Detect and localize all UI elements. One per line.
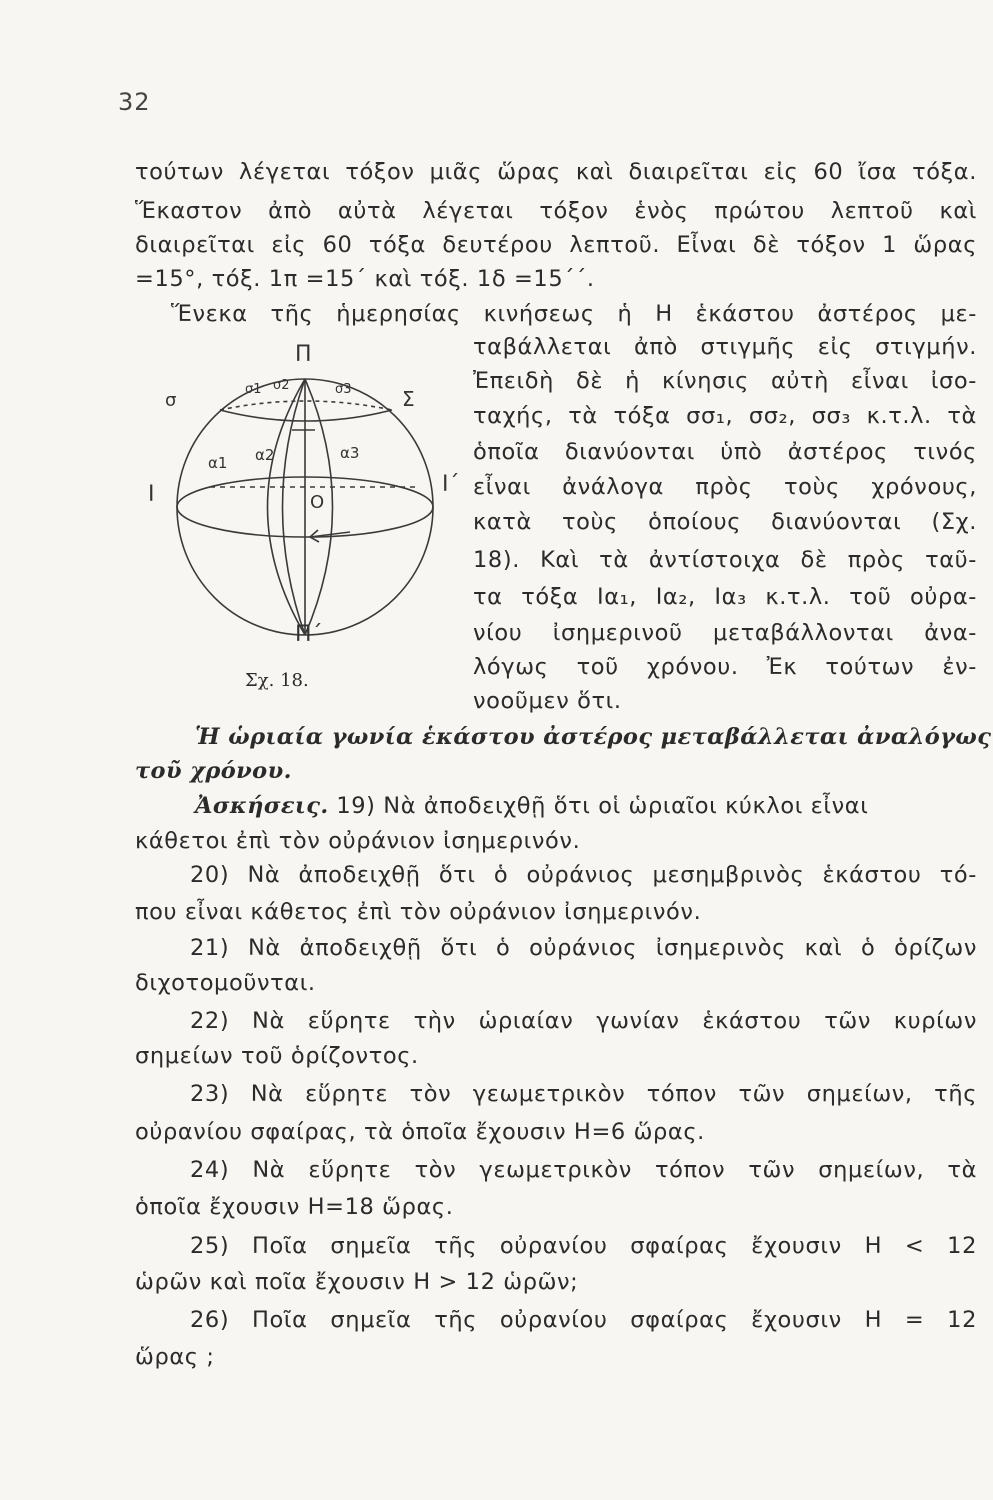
label-pole-top: Π xyxy=(295,342,312,367)
parallel-arc xyxy=(220,410,392,421)
text-line: ταχής, τὰ τόξα σσ₁, σσ₂, σσ₃ κ.τ.λ. τὰ xyxy=(473,403,977,429)
text-line: κατὰ τοὺς ὁποίους διανύονται (Σχ. xyxy=(473,509,977,535)
exercise-line xyxy=(135,791,977,821)
exercise-line: διχοτομοῦνται. xyxy=(135,970,316,996)
text-line: διαιρεῖται εἰς 60 τόξα δευτέρου λεπτοῦ. Εἶναι δὲ τόξον 1 ὥρας xyxy=(135,232,977,258)
label-s3: σ3 xyxy=(335,382,352,397)
exercise-line: που εἶναι κάθετος ἐπὶ τὸν οὐράνιον ἰσημερινόν. xyxy=(135,899,702,925)
exercise-line: σημείων τοῦ ὁρίζοντος. xyxy=(135,1043,419,1069)
text-line: Ἐπειδὴ δὲ ἡ κίνησις αὐτὴ εἶναι ἰσο- xyxy=(473,368,977,394)
label-a1: α1 xyxy=(208,454,228,472)
text-line: ὁποῖα διανύονται ὑπὸ ἀστέρος τινός xyxy=(473,439,977,465)
text-line: τούτων λέγεται τόξον μιᾶς ὥρας καὶ διαιρεῖται εἰς 60 ἴσα τόξα. xyxy=(135,159,977,185)
text-line: νοοῦμεν ὅτι. xyxy=(473,688,622,714)
exercise-line: 26) Ποῖα σημεῖα τῆς οὐρανίου σφαίρας ἔχουσιν Η = 12 xyxy=(190,1307,977,1333)
exercise-line: 21) Νὰ ἀποδειχθῇ ὅτι ὁ οὐράνιος ἰσημερινὸς καὶ ὁ ὁρίζων xyxy=(190,935,977,961)
exercise-line: 25) Ποῖα σημεῖα τῆς οὐρανίου σφαίρας ἔχουσιν Η < 12 xyxy=(190,1233,977,1259)
parallel-arc-back xyxy=(220,401,392,410)
exercise-line: 24) Νὰ εὕρητε τὸν γεωμετρικὸν τόπον τῶν σημείων, τὰ xyxy=(190,1157,977,1183)
label-s2: σ2 xyxy=(273,378,290,393)
text-line: νίου ἰσημερινοῦ μεταβάλλονται ἀνα- xyxy=(473,620,977,646)
text-line: λόγως τοῦ χρόνου. Ἐκ τούτων ἐν- xyxy=(473,654,977,680)
label-a3: α3 xyxy=(340,444,360,462)
text-line: Ἕνεκα τῆς ἡμερησίας κινήσεως ἡ Η ἑκάστου ἀστέρος με- xyxy=(171,301,977,327)
text-line: Ἕκαστον ἀπὸ αὐτὰ λέγεται τόξον ἑνὸς πρώτου λεπτοῦ καὶ xyxy=(135,198,977,224)
text-line: =15°, τόξ. 1π =15΄ καὶ τόξ. 1δ =15΄΄. xyxy=(135,266,595,292)
label-center: Ο xyxy=(310,492,325,513)
exercise-19-text: 19) Νὰ ἀποδειχθῇ ὅτι οἱ ὡριαῖοι κύκλοι εἶναι xyxy=(328,793,869,819)
text-line: 18). Καὶ τὰ ἀντίστοιχα δὲ πρὸς ταῦ- xyxy=(473,547,977,573)
exercise-line: ὡρῶν καὶ ποῖα ἔχουσιν Η > 12 ὡρῶν; xyxy=(135,1269,579,1295)
page-number: 32 xyxy=(118,88,151,116)
exercise-line: ὥρας ; xyxy=(135,1344,215,1370)
exercise-line: οὐρανίου σφαίρας, τὰ ὁποῖα ἔχουσιν Η=6 ὥρας. xyxy=(135,1119,705,1145)
label-pole-bottom: Π΄ xyxy=(295,622,323,647)
exercise-line: ὁποῖα ἔχουσιν Η=18 ὥρας. xyxy=(135,1194,454,1220)
theorem-line: Ἡ ὡριαία γωνία ἑκάστου ἀστέρος μεταβάλλεται ἀναλόγως xyxy=(195,724,992,750)
exercise-line: κάθετοι ἐπὶ τὸν οὐράνιον ἰσημερινόν. xyxy=(135,828,581,854)
text-line: ταβάλλεται ἀπὸ στιγμῆς εἰς στιγμήν. xyxy=(473,334,977,360)
label-sigma: σ xyxy=(165,390,177,411)
label-a2: α2 xyxy=(255,446,275,464)
exercise-line: 22) Νὰ εὕρητε τὴν ὡριαίαν γωνίαν ἑκάστου τῶν κυρίων xyxy=(190,1008,977,1034)
label-s1: σ1 xyxy=(245,382,262,397)
label-left: Ι xyxy=(148,482,155,507)
exercises-heading: Ἀσκήσεις. xyxy=(195,793,329,819)
hour-circle-1 xyxy=(268,379,306,635)
figure-caption: Σχ. 18. xyxy=(245,670,309,691)
label-right: Ι΄ xyxy=(442,472,460,497)
text-line: εἶναι ἀνάλογα πρὸς τοὺς χρόνους, xyxy=(473,474,977,500)
label-Sigma: Σ xyxy=(402,387,415,411)
theorem-line: τοῦ χρόνου. xyxy=(135,758,292,784)
celestial-sphere-figure xyxy=(148,332,470,702)
text-line: τα τόξα Ια₁, Ια₂, Ια₃ κ.τ.λ. τοῦ οὐρα- xyxy=(473,584,977,610)
exercise-line: 23) Νὰ εὕρητε τὸν γεωμετρικὸν τόπον τῶν σημείων, τῆς xyxy=(190,1081,977,1107)
exercise-line: 20) Νὰ ἀποδειχθῇ ὅτι ὁ οὐράνιος μεσημβρινὸς ἑκάστου τό- xyxy=(190,862,977,888)
